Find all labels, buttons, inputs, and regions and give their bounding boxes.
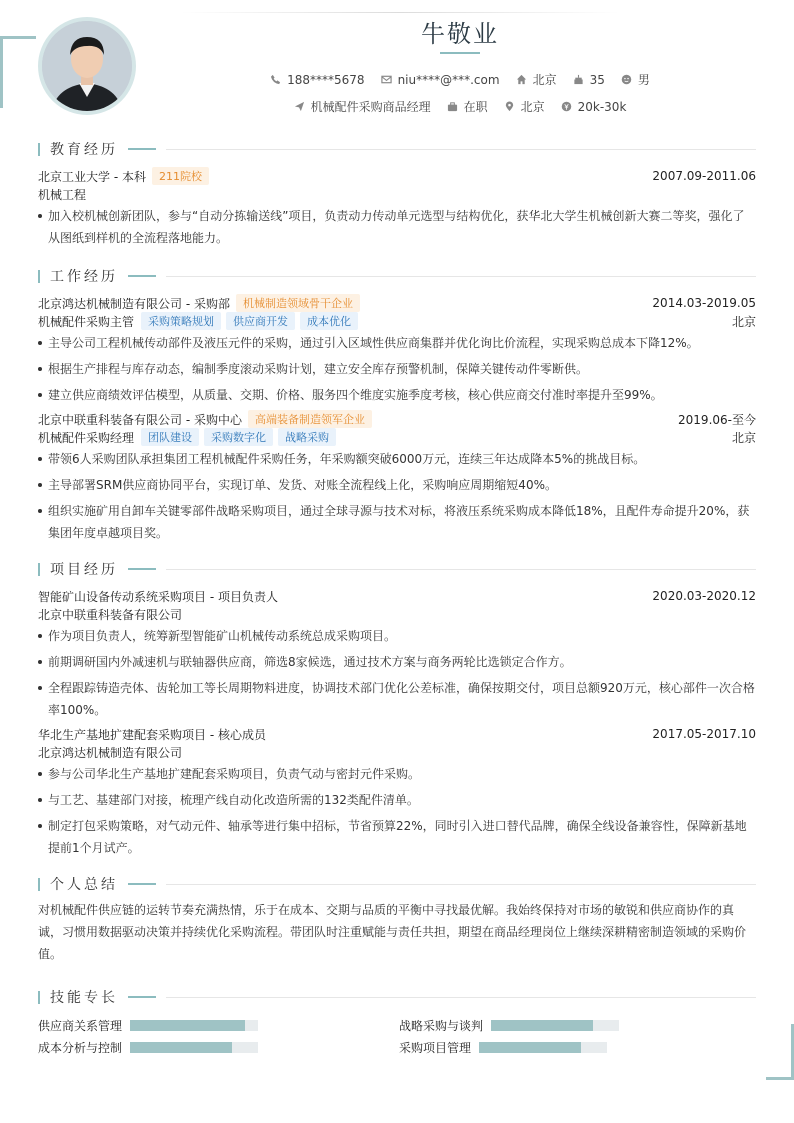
skill-bar [491, 1020, 619, 1031]
age-text: 35 [589, 72, 605, 87]
list-item: 带领6人采购团队承担集团工程机械配件采购任务，年采购额突破6000万元，连续三年达成降本5%的挑战目标。 [38, 448, 756, 470]
summary-section [38, 874, 756, 965]
section-header [38, 266, 756, 286]
skills-section [38, 987, 756, 1055]
briefcase-icon [447, 101, 458, 112]
corner-decoration-bottom-right [766, 1024, 794, 1080]
section-header [38, 139, 756, 159]
project-name: 华北生产基地扩建配套采购项目 - 核心成员 [38, 727, 266, 742]
phone-text: 188****5678 [287, 72, 365, 87]
project-org-row [38, 743, 756, 761]
company-tag: 高端装备制造领军企业 [248, 410, 372, 428]
project-entry-header [38, 587, 756, 605]
skill-tag: 战略采购 [278, 428, 336, 446]
school-tag: 211院校 [152, 167, 209, 185]
position-item [294, 98, 431, 115]
skill-tag: 采购数字化 [204, 428, 273, 446]
skill-name: 战略采购与谈判 [399, 1018, 484, 1033]
work-entry [38, 294, 756, 406]
list-item: 制定打包采购策略，对气动元件、轴承等进行集中招标，节省预算22%，同时引入进口替代品牌，确保全线设备兼容性，保障新基地提前1个月试产。 [38, 815, 756, 859]
status-text: 在职 [463, 100, 488, 114]
skill-name: 采购项目管理 [399, 1040, 472, 1055]
company-tag: 机械制造领域骨干企业 [236, 294, 360, 312]
money-icon [561, 101, 572, 112]
position-text: 机械配件采购商品经理 [310, 100, 431, 114]
status-item [447, 98, 488, 115]
work-bullets [38, 332, 756, 406]
job-role: 机械配件采购经理 [38, 430, 135, 445]
cake-icon [573, 74, 584, 85]
skill-bar [130, 1042, 258, 1053]
skill-item [38, 1039, 399, 1055]
skill-bar [130, 1020, 258, 1031]
skill-bar-fill [491, 1020, 593, 1031]
section-header [38, 559, 756, 579]
phone-icon [270, 74, 281, 85]
project-name: 智能矿山设备传动系统采购项目 - 项目负责人 [38, 589, 278, 604]
section-title: 教育经历 [50, 142, 118, 158]
salary-item [561, 100, 627, 114]
list-item: 参与公司华北生产基地扩建配套采购项目，负责气动与密封元件采购。 [38, 763, 756, 785]
list-item: 前期调研国内外减速机与联轴器供应商，筛选8家候选，通过技术方案与商务两轮比选锁定合作方。 [38, 651, 756, 673]
skill-bar-fill [479, 1042, 581, 1053]
project-bullets [38, 763, 756, 859]
project-entry [38, 587, 756, 721]
work-entry-header [38, 294, 756, 312]
city-item [516, 71, 557, 88]
major: 机械工程 [38, 187, 87, 202]
skill-name: 成本分析与控制 [38, 1040, 123, 1055]
list-item: 主导公司工程机械传动部件及液压元件的采购，通过引入区域性供应商集群并优化询比价流程，实现采购总成本下降12%。 [38, 332, 756, 354]
email-item [381, 73, 500, 87]
contact-info-row [200, 71, 720, 88]
skill-tag: 采购策略规划 [141, 312, 221, 330]
summary-text: 对机械配件供应链的运转节奏充满热情，乐于在成本、交期与品质的平衡中寻找最优解。我始终保持对市场的敏锐和供应商协作的真诚，习惯用数据驱动决策并持续优化采购流程。带团队时注重赋能与责任共担，期望在商品经理岗位上继续深耕精密制造领域的采购价值。 [38, 903, 747, 961]
list-item: 根据生产排程与库存动态，编制季度滚动采购计划，建立安全库存预警机制，保障关键传动件零断供。 [38, 358, 756, 380]
candidate-name: 牛敬业 [421, 20, 499, 48]
skill-item [399, 1039, 756, 1055]
target-city-item [504, 98, 545, 115]
skill-tag: 成本优化 [300, 312, 358, 330]
project-org: 北京中联重科装备有限公司 [38, 607, 183, 622]
section-header [38, 987, 756, 1007]
job-role: 机械配件采购主管 [38, 314, 135, 329]
project-entry [38, 725, 756, 859]
school-name: 北京工业大学 - 本科 [38, 169, 146, 184]
list-item: 全程跟踪铸造壳体、齿轮加工等长周期物料进度，协调技术部门优化公差标准，确保按期交付，项目总额920万元，核心部件一次合格率100%。 [38, 677, 756, 721]
skills-grid [38, 1017, 756, 1055]
corner-decoration-top-left [0, 36, 36, 108]
project-date: 2020.03-2020.12 [652, 589, 756, 603]
skill-bar-fill [130, 1020, 245, 1031]
list-item: 建立供应商绩效评估模型，从质量、交期、价格、服务四个维度实施季度考核，核心供应商交付准时率提升至99%。 [38, 384, 756, 406]
education-bullets [38, 205, 756, 249]
list-item: 主导部署SRM供应商协同平台，实现订单、发货、对账全流程线上化，采购响应周期缩短40%。 [38, 474, 756, 496]
projects-section [38, 559, 756, 863]
work-city: 北京 [731, 430, 756, 445]
role-row [38, 428, 756, 446]
work-city: 北京 [731, 314, 756, 329]
skill-item [399, 1017, 756, 1033]
mail-icon [381, 74, 392, 85]
list-item: 作为项目负责人，统筹新型智能矿山机械传动系统总成采购项目。 [38, 625, 756, 647]
phone-item [270, 73, 364, 87]
project-bullets [38, 625, 756, 721]
work-entry-header [38, 410, 756, 428]
role-row [38, 312, 756, 330]
project-entry-header [38, 725, 756, 743]
age-item [573, 73, 605, 87]
target-city-text: 北京 [520, 100, 545, 114]
home-icon [516, 74, 527, 85]
work-date: 2014.03-2019.05 [652, 296, 756, 310]
gender-text: 男 [637, 73, 650, 87]
project-date: 2017.05-2017.10 [652, 727, 756, 741]
section-title: 项目经历 [50, 562, 118, 578]
header-divider [180, 12, 620, 13]
education-date: 2007.09-2011.06 [652, 169, 756, 183]
project-org: 北京鸿达机械制造有限公司 [38, 745, 183, 760]
project-org-row [38, 605, 756, 623]
work-bullets [38, 448, 756, 544]
location-pin-icon [504, 101, 515, 112]
company-name: 北京中联重科装备有限公司 - 采购中心 [38, 412, 242, 427]
education-section [38, 139, 756, 253]
list-item: 加入校机械创新团队，参与“自动分拣输送线”项目，负责动力传动单元选型与结构优化，获华北大学生机械创新大赛二等奖，强化了从图纸到样机的全流程落地能力。 [38, 205, 756, 249]
skill-tag: 团队建设 [141, 428, 199, 446]
salary-text: 20k-30k [577, 99, 627, 114]
job-intention-row [200, 98, 720, 115]
avatar [38, 17, 136, 115]
name-underline [440, 52, 480, 54]
gender-item [621, 71, 650, 88]
company-name: 北京鸿达机械制造有限公司 - 采购部 [38, 296, 230, 311]
education-entry-header [38, 167, 756, 185]
skill-item [38, 1017, 399, 1033]
major-row [38, 185, 756, 203]
work-date: 2019.06-至今 [678, 412, 756, 427]
list-item: 组织实施矿用自卸车关键零部件战略采购项目，通过全球寻源与技术对标，将液压系统采购成本降低18%，且配件寿命提升20%，获集团年度卓越项目奖。 [38, 500, 756, 544]
section-header [38, 874, 756, 894]
send-icon [294, 101, 305, 112]
work-section [38, 266, 756, 548]
email-text: niu****@***.com [397, 72, 500, 87]
section-title: 个人总结 [50, 877, 118, 893]
user-icon [621, 74, 632, 85]
city-text: 北京 [532, 73, 557, 87]
skill-bar [479, 1042, 607, 1053]
section-title: 技能专长 [50, 990, 118, 1006]
list-item: 与工艺、基建部门对接，梳理产线自动化改造所需的132类配件清单。 [38, 789, 756, 811]
skill-name: 供应商关系管理 [38, 1018, 123, 1033]
skill-bar-fill [130, 1042, 232, 1053]
section-title: 工作经历 [50, 269, 118, 285]
skill-tag: 供应商开发 [226, 312, 295, 330]
work-entry [38, 410, 756, 544]
